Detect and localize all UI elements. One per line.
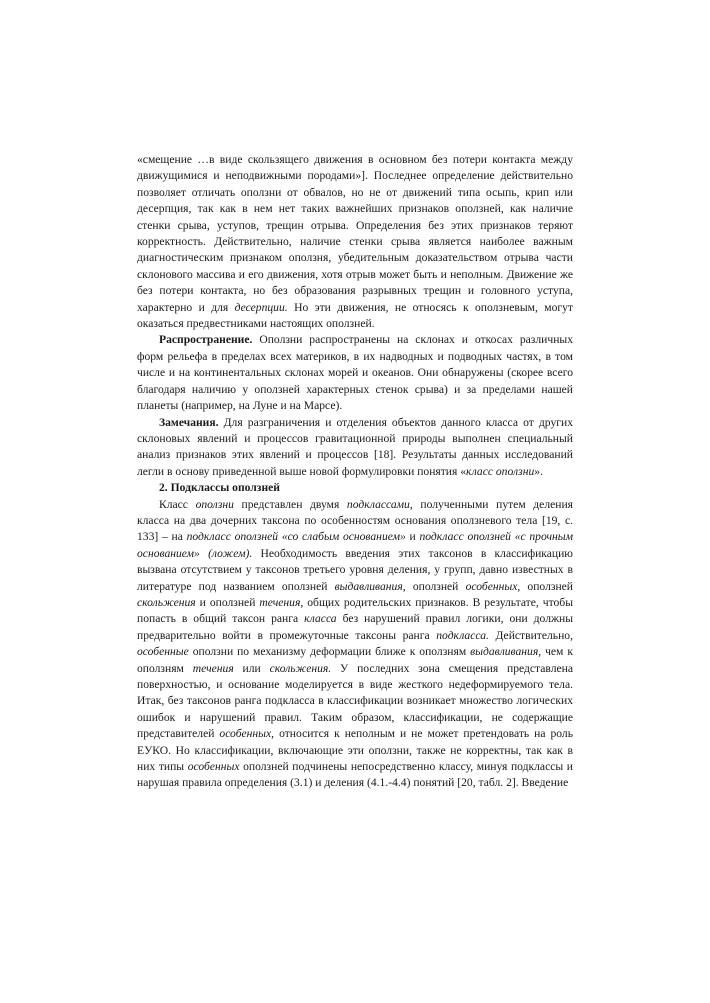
text-run: , полученными путем деления класса на два дочерних таксона по особенностям основания оползневого тела [19, с. 133] – на <box>137 497 573 544</box>
paragraph-distribution <box>137 332 573 414</box>
text-run: ». <box>534 464 543 478</box>
section-heading-text: 2. Подклассы оползней <box>159 481 280 495</box>
italic-term: подкласс оползней «со слабым основанием» <box>186 530 406 544</box>
section-heading-remarks: Замечания. <box>159 415 219 429</box>
text-run: , чем к оползням <box>137 645 573 675</box>
italic-term: оползни <box>195 497 234 511</box>
text-run: «смещение …в виде скользящего движения в основном без потери контакта между движущимися и неподвижными породами»]. Последнее определение действительно позволяет отличать оползни от обвалов, но не от движений типа осыпь, крип или десерпция, так как в нем нет таких важнейших признаков оползней, как наличие стенки срыва, уступов, трещин отрыва. Определения без этих признаков теряют корректность. Действительно, наличие стенки срыва является наиболее важным диагностическим признаком оползня, убедительным доказательством отрыва части склонового массива и его движения, хотя отрыв может быть и неполным. Движение же без потери контакта, но без образования разрывных трещин и головного уступа, характерно и для <box>137 153 573 314</box>
italic-term: выдавливания <box>334 579 403 593</box>
text-run: оползни по механизму деформации ближе к оползням <box>188 645 471 659</box>
italic-term: подкласса. <box>436 628 489 642</box>
text-run: или <box>233 661 270 675</box>
italic-term: выдавливания <box>470 645 539 659</box>
text-run: Класс <box>159 497 196 511</box>
text-run: относится к неполным и не может претендовать на роль ЕУКО. Но классификации, включающие эти оползни, также не корректны, так как в них типы <box>137 727 573 774</box>
document-body <box>137 152 573 792</box>
text-run: Действительно, <box>488 628 573 642</box>
text-run: Для разграничения и отделения объектов данного класса от других склоновых явлений и процессов гравитационной природы выполнен специальный анализ признаков этих явлений и процессов [18]. Результаты данных исследований легли в основу приведенной выше новой формулировки понятия « <box>137 415 573 478</box>
text-run: У последних зона смещения представлена поверхностью, и основание моделируется в виде жесткого недеформируемого тела. Итак, без таксонов ранга подкласса в классификации возникает множество логических ошибок и нарушений правил. Таким образом, классификации, не содержащие представителей <box>137 661 573 741</box>
italic-term: скольжения <box>137 595 196 609</box>
section-heading-subclasses <box>137 480 573 496</box>
section-heading-distribution: Распространение. <box>159 333 253 347</box>
text-run: оползней подчинены непосредственно классу, минуя подклассы и нарушая правила определения (3.1) и деления (4.1.-4.4) понятий [20, табл. 2]. Введение <box>137 760 573 790</box>
italic-term: десерпции. <box>234 300 288 314</box>
text-run: , оползней <box>517 579 573 593</box>
paragraph-remarks <box>137 415 573 481</box>
paragraph-subclasses <box>137 497 573 792</box>
italic-term: подклассами <box>346 497 410 511</box>
italic-term: подкласс оползней «с прочным основанием» (ложем). <box>137 530 573 560</box>
italic-term: особенных, <box>219 727 275 741</box>
text-run: Оползни распространены на склонах и откосах различных форм рельефа в пределах всех материков, в их надводных и подводных частях, в том числе и на континентальных склонах морей и океанов. Они обнаружены (скорее всего благодаря наличию у оползней характерных стенок срыва) и за пределами нашей планеты (например, на Луне и на Марсе). <box>137 333 573 413</box>
text-run: Но эти движения, не относясь к оползневым, могут оказаться предвестниками настоящих оползней. <box>137 300 573 331</box>
italic-term: течения, <box>259 595 304 609</box>
italic-term: особенных <box>465 579 518 593</box>
italic-term: скольжения. <box>269 661 332 675</box>
text-run: , оползней <box>402 579 466 593</box>
text-run: без нарушений правил логики, они должны предварительно войти в промежуточные таксоны ранга <box>137 612 573 642</box>
text-run: представлен двумя <box>233 497 347 511</box>
text-run: общих родительских признаков. В результате, чтобы попасть в общий таксон ранга <box>137 595 573 626</box>
italic-term: особенные <box>137 645 189 659</box>
text-run: Необходимость введения этих таксонов в классификацию вызвана отсутствием у таксонов третьего уровня деления, у групп, давно известных в литературе под названием оползней <box>137 546 573 593</box>
text-run: и <box>405 530 420 544</box>
paragraph-definition-critique <box>137 152 573 332</box>
italic-term: особенных <box>187 760 240 774</box>
text-run: и оползней <box>195 595 260 609</box>
italic-term: класса <box>304 612 337 626</box>
italic-term: класс оползни <box>466 464 535 478</box>
italic-term: течения <box>192 661 234 675</box>
